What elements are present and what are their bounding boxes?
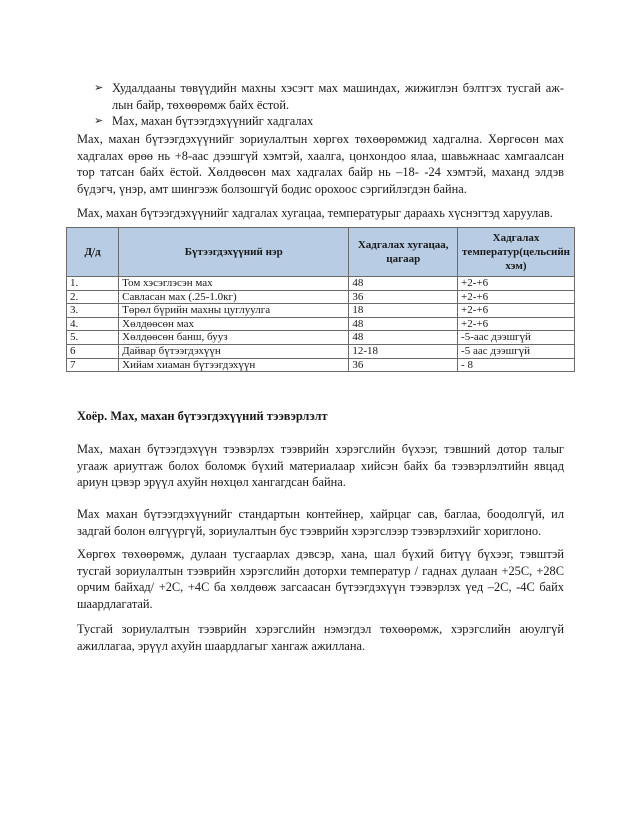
table-header-row (67, 228, 575, 277)
cell-name: Том хэсэглэсэн мах (119, 277, 349, 291)
cell-num: 5. (67, 331, 119, 345)
cell-temp: -5 аас дээшгүй (458, 344, 575, 358)
header-temp: Хадгалах температур(цельсийн хэм) (458, 228, 575, 277)
table-row (67, 358, 575, 372)
cell-name: Дайвар бүтээгдэхүүн (119, 344, 349, 358)
cell-num: 2. (67, 290, 119, 304)
table-row (67, 344, 575, 358)
header-duration: Хадгалах хугацаа, цагаар (349, 228, 458, 277)
cell-temp: +2-+6 (458, 290, 575, 304)
cell-temp: - 8 (458, 358, 575, 372)
table-row (67, 277, 575, 291)
bullet-item (94, 80, 564, 113)
cell-duration: 48 (349, 317, 458, 331)
cell-duration: 12-18 (349, 344, 458, 358)
cell-temp: +2-+6 (458, 277, 575, 291)
cell-num: 6 (67, 344, 119, 358)
cell-name: Төрөл бүрийн махны цуглуулга (119, 304, 349, 318)
cell-temp: -5-аас дээшгүй (458, 331, 575, 345)
header-name: Бүтээгдэхүүний нэр (119, 228, 349, 277)
table-intro-paragraph: Мах, махан бүтээгдэхүүнийг хадгалах хугацаа, температурыг дараахь хүснэгтэд харуулав. (77, 206, 553, 220)
cell-num: 4. (67, 317, 119, 331)
arrow-bullet-icon: ➢ (94, 81, 104, 94)
cell-duration: 48 (349, 331, 458, 345)
header-num: Д/д (67, 228, 119, 277)
bullet-text: Мах, махан бүтээгдэхүүнийг хадгалах (112, 114, 314, 128)
cell-num: 3. (67, 304, 119, 318)
cell-name: Хийам хиаман бүтээгдэхүүн (119, 358, 349, 372)
cell-duration: 48 (349, 277, 458, 291)
bullet-item (94, 113, 564, 130)
transport-paragraph-3: Хөргөх төхөөрөмж, дулаан тусгаарлах дэвсэр, хана, шал бүхий битүү бүхээг, тэвштэй тусгай зориулалтын тээврийн хэрэгслийн доторхи температур / гаднах дулаан +25С, +28С орчим байхад/ +2С, +4С ба хөлдөөж загсаасан бүтээгдэхүүн тээвэрлэх үед –2С, -4С байх шаардлагатай. (77, 547, 564, 611)
table-row (67, 290, 575, 304)
bullet-list (94, 80, 564, 130)
cell-duration: 18 (349, 304, 458, 318)
section-heading: Хоёр. Мах, махан бүтээгдэхүүний тээвэрлэлт (77, 409, 328, 423)
storage-table (66, 227, 575, 372)
transport-paragraph-2: Мах махан бүтээгдэхүүнийг стандартын контейнер, хайрцаг сав, баглаа, боодолгүй, ил задгай болон өлгүүргүй, зориулалтын бус тээврийн хэрэгслээр тээвэрлэхийг хориглоно. (77, 507, 564, 538)
bullet-text: Худалдааны төвүүдийн махны хэсэгт мах машиндах, жижиглэн бэлтгэх тусгай ажлын байр, төхөөрөмж байх ёстой. (112, 81, 564, 112)
cell-temp: +2-+6 (458, 304, 575, 318)
table-row (67, 304, 575, 318)
arrow-bullet-icon: ➢ (94, 114, 104, 127)
cell-name: Хөлдөөсөн мах (119, 317, 349, 331)
transport-paragraph-1: Мах, махан бүтээгдэхүүн тээвэрлэх тээврийн хэрэгслийн бүхээг, тэвшний дотор талыг угааж ариутгаж болох боломж бүхий материалаар хийсэн байх ба тээвэрлэлтийн явцад ариун цэвэр эрүүл ахуйн нөхцөл хангагдсан байна. (77, 442, 564, 489)
cell-name: Савласан мах (.25-1.0кг) (119, 290, 349, 304)
cell-num: 7 (67, 358, 119, 372)
cell-duration: 36 (349, 358, 458, 372)
cell-name: Хөлдөөсөн банш, бууз (119, 331, 349, 345)
storage-paragraph: Мах, махан бүтээгдэхүүнийг зориулалтын хөргөх төхөөрөмжид хадгална. Хөргөсөн мах хадгалах өрөө нь +8-аас дээшгүй хэмтэй, хаалга, цонхондоо ялаа, шавьжнаас хамгаалсан тор татсан байх ёстой. Хөлдөөсөн мах хадгалах байр нь –18- -24 хэмтэй, маханд элдэв бүдэгч, үнэр, амт шингээж болзошгүй бодис орохоос сэргийлэгдэн байна. (77, 132, 564, 196)
cell-num: 1. (67, 277, 119, 291)
transport-paragraph-4: Тусгай зориулалтын тээврийн хэрэгслийн нэмэгдэл төхөөрөмж, хэрэгслийн аюулгүй ажиллагаа, эрүүл ахуйн шаардлагыг хангаж ажиллана. (77, 622, 564, 653)
table-row (67, 317, 575, 331)
table-row (67, 331, 575, 345)
cell-temp: +2-+6 (458, 317, 575, 331)
cell-duration: 36 (349, 290, 458, 304)
